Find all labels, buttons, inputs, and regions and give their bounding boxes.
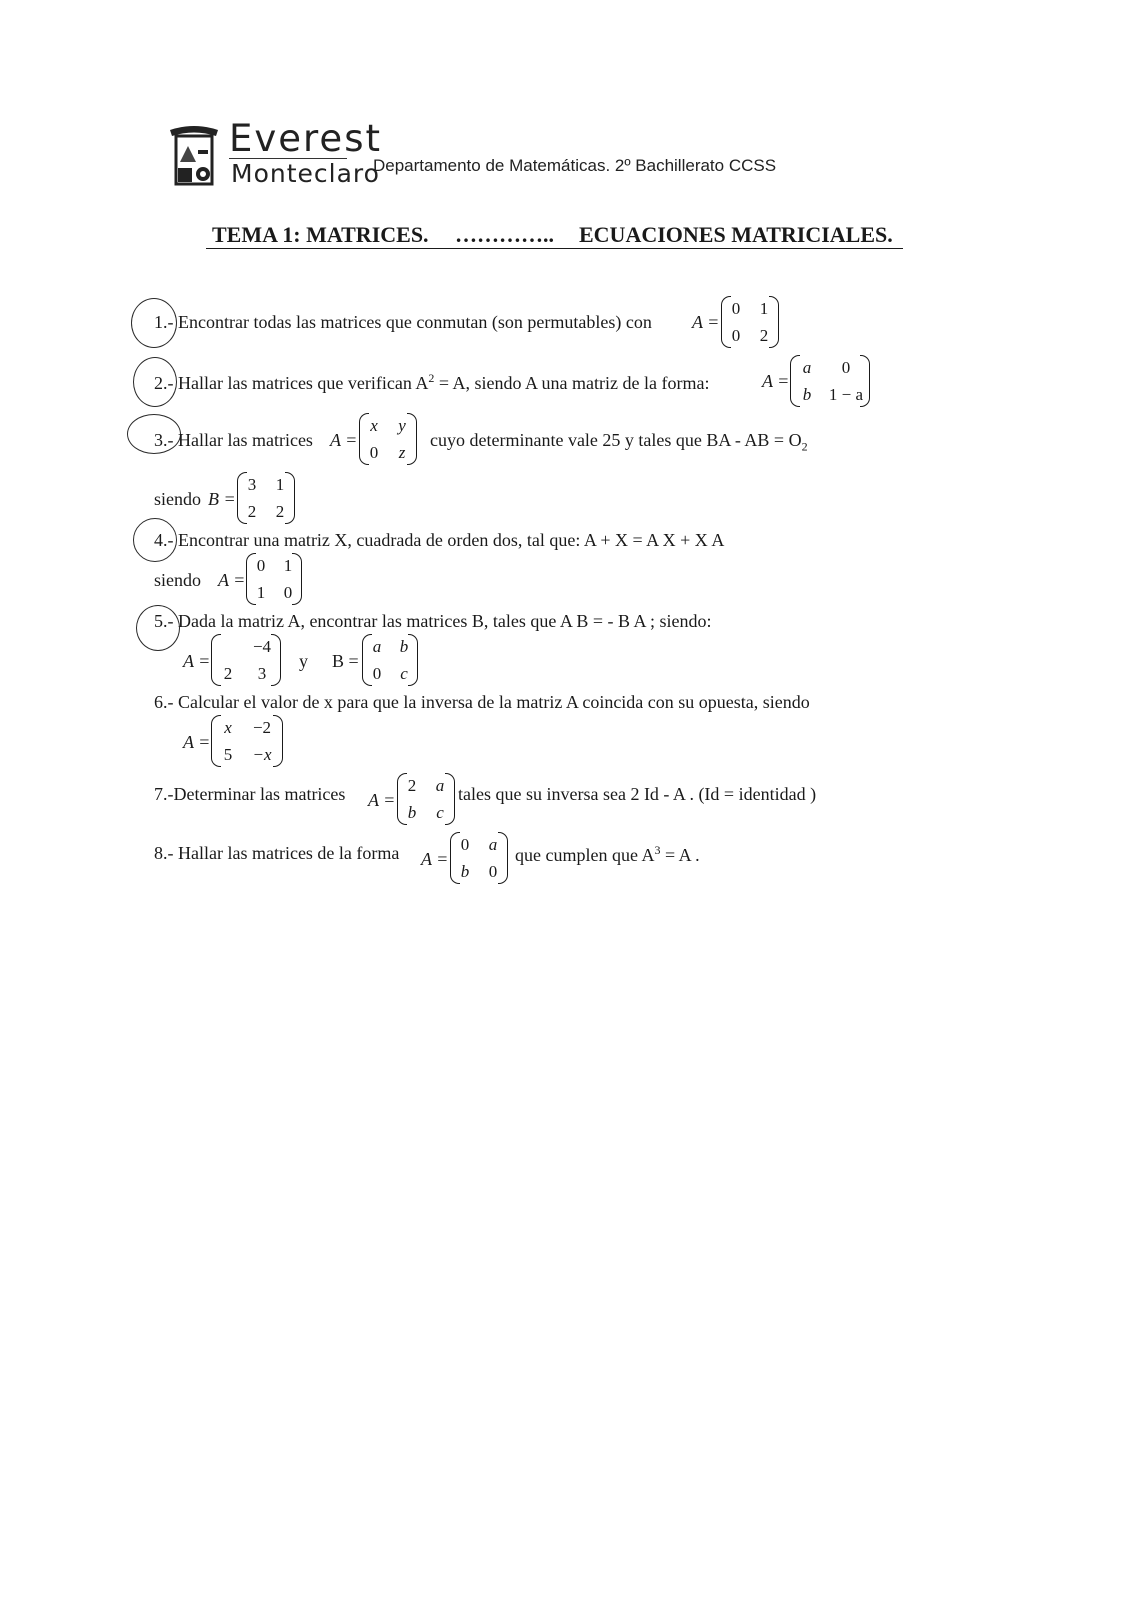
problem-8-exponent: 3 <box>654 843 661 857</box>
problem-3-condition: cuyo determinante vale 25 y tales que BA - AB = O <box>430 430 802 450</box>
problem-8-lhs: A = <box>421 849 449 869</box>
department-label: Departamento de Matemáticas. 2º Bachillerato CCSS <box>373 156 777 175</box>
problem-4-text: 4.- Encontrar una matriz X, cuadrada de orden dos, tal que: A + X = A X + X A <box>154 530 725 550</box>
problem-4-lhs: A = <box>218 570 246 590</box>
problem-2-post: = A, siendo A una matriz de la forma: <box>434 373 710 393</box>
problem-7-lhs: A = <box>368 790 396 810</box>
matrix-cell: 1 <box>275 475 285 494</box>
problem-8-tail: = A . <box>660 845 700 865</box>
matrix-cell: 0 <box>841 358 851 377</box>
logo-subtitle: Monteclaro <box>231 159 380 188</box>
matrix-cell: a <box>372 637 382 656</box>
problem-4-matrix <box>246 553 302 605</box>
problem-2-exponent: 2 <box>428 371 435 385</box>
matrix-cell: 0 <box>731 299 741 318</box>
problem-2-matrix <box>790 355 870 407</box>
problem-8-post <box>515 844 700 864</box>
problem-3-matrix-b <box>237 472 295 524</box>
matrix-cell: c <box>436 803 444 822</box>
problem-3-lhs: A = <box>330 430 358 450</box>
matrix-cell: x <box>370 416 378 435</box>
problem-2-lhs: A = <box>762 371 790 391</box>
problem-2-text <box>154 372 709 392</box>
problem-2-pre: 2.- Hallar las matrices que verifican A <box>154 373 429 393</box>
problem-3-subscript: 2 <box>801 439 808 454</box>
matrix-cell: 0 <box>460 835 470 854</box>
matrix-cell: 0 <box>488 862 498 881</box>
problem-1-text: 1.- Encontrar todas las matrices que conmutan (son permutables) con <box>154 312 652 332</box>
problem-5-matrix-a <box>211 634 281 686</box>
matrix-cell: c <box>400 664 408 683</box>
problem-5-lhs-a: A = <box>183 651 211 671</box>
matrix-cell: 0 <box>256 556 266 575</box>
matrix-cell: 0 <box>372 664 382 683</box>
page-title <box>206 224 903 249</box>
problem-4-cont: siendo <box>154 570 201 590</box>
title-dots: ………….. <box>455 222 554 247</box>
problem-5-matrix-b <box>362 634 418 686</box>
matrix-cell: 0 <box>369 443 379 462</box>
matrix-cell: 1 <box>283 556 293 575</box>
problem-1-matrix <box>721 296 779 348</box>
problem-1-lhs: A = <box>692 312 720 332</box>
problem-3-matrix-a <box>359 413 417 465</box>
matrix-cell: −2 <box>252 718 272 737</box>
problem-7-pre: 7.-Determinar las matrices <box>154 784 346 804</box>
problem-3-post <box>430 431 808 453</box>
matrix-cell: b <box>407 803 417 822</box>
problem-5-lhs-b: B = <box>332 651 359 671</box>
problem-6-matrix <box>211 715 283 767</box>
matrix-cell: a <box>488 835 498 854</box>
school-logo <box>168 124 220 188</box>
problem-5-and: y <box>299 651 308 671</box>
matrix-cell: 1 <box>759 299 769 318</box>
matrix-cell: 5 <box>223 745 233 764</box>
logo-name: Everest <box>229 117 382 160</box>
matrix-cell: 2 <box>223 664 233 683</box>
problem-7-post: tales que su inversa sea 2 Id - A . (Id = identidad ) <box>458 784 817 804</box>
matrix-cell: −4 <box>252 637 272 656</box>
matrix-cell: x <box>224 718 232 737</box>
problem-3-lhs-b: B = <box>208 489 236 509</box>
matrix-cell: 2 <box>275 502 285 521</box>
problem-8-text: que cumplen que A <box>515 845 655 865</box>
problem-8-pre: 8.- Hallar las matrices de la forma <box>154 843 400 863</box>
title-left: TEMA 1: MATRICES. <box>212 222 429 247</box>
problem-5-text: 5.- Dada la matriz A, encontrar las matrices B, tales que A B = - B A ; siendo: <box>154 611 712 631</box>
matrix-cell: 3 <box>247 475 257 494</box>
matrix-cell: a <box>435 776 445 795</box>
problem-3-pre: 3.- Hallar las matrices <box>154 430 313 450</box>
matrix-cell: y <box>398 416 406 435</box>
matrix-cell: b <box>460 862 470 881</box>
problem-8-matrix <box>450 832 508 884</box>
matrix-cell: 3 <box>257 664 267 683</box>
matrix-cell: 2 <box>247 502 257 521</box>
matrix-cell: a <box>802 358 812 377</box>
problem-7-matrix <box>397 773 455 825</box>
matrix-cell: 0 <box>731 326 741 345</box>
problem-6-lhs: A = <box>183 732 211 752</box>
matrix-cell: −x <box>252 745 272 764</box>
matrix-cell: 0 <box>283 583 293 602</box>
problem-3-cont: siendo <box>154 489 201 509</box>
matrix-cell: b <box>399 637 409 656</box>
matrix-cell: z <box>398 443 406 462</box>
matrix-cell: 1 − a <box>828 385 864 404</box>
title-right: ECUACIONES MATRICIALES. <box>579 222 893 247</box>
matrix-cell: 2 <box>759 326 769 345</box>
problem-6-text: 6.- Calcular el valor de x para que la inversa de la matriz A coincida con su opuesta, siendo <box>154 692 810 712</box>
matrix-cell: 1 <box>256 583 266 602</box>
matrix-cell: 2 <box>407 776 417 795</box>
matrix-cell: b <box>802 385 812 404</box>
